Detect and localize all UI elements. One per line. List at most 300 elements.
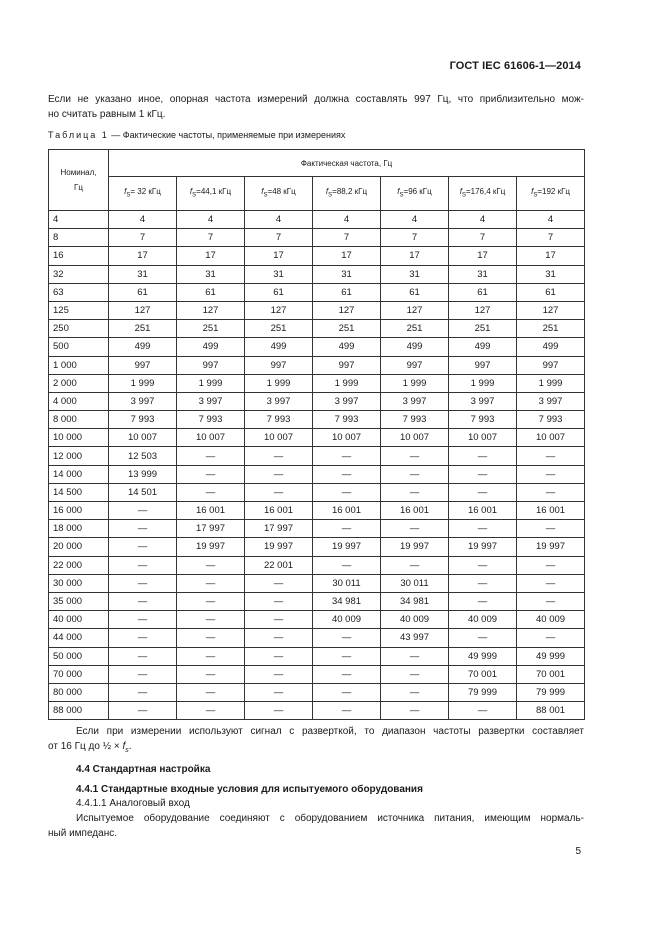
frequency-cell: —: [245, 702, 313, 720]
frequency-cell: 61: [381, 283, 449, 301]
frequency-cell: —: [517, 465, 585, 483]
section-4-4-1-heading: 4.4.1 Стандартные входные условия для испытуемого оборудования: [76, 784, 423, 795]
fs-symbol: f: [397, 186, 400, 196]
frequency-cell: 19 997: [381, 538, 449, 556]
frequency-cell: 43 997: [381, 629, 449, 647]
table-row: [49, 665, 585, 683]
fs-subscript: S: [192, 192, 197, 199]
frequency-cell: 13 999: [109, 465, 177, 483]
frequency-cell: —: [177, 447, 245, 465]
frequency-cell: 499: [109, 338, 177, 356]
sample-rate-value: =88,2 кГц: [332, 186, 368, 196]
frequency-cell: —: [313, 629, 381, 647]
fs-subscript: S: [328, 192, 333, 199]
fs-symbol: f: [189, 186, 193, 196]
frequency-cell: —: [109, 592, 177, 610]
table-row: [49, 211, 585, 229]
frequency-cell: 251: [313, 320, 381, 338]
frequency-cell: 88 001: [517, 702, 585, 720]
frequency-cell: 10 007: [517, 429, 585, 447]
frequency-cell: —: [449, 465, 517, 483]
frequency-cell: 31: [177, 265, 245, 283]
sweep-line-1: Если при измерении используют сигнал с разверткой, то диапазон частоты развертки составляет: [76, 726, 584, 737]
frequency-cell: 17: [245, 247, 313, 265]
table-row: [49, 502, 585, 520]
frequency-cell: —: [381, 465, 449, 483]
table-row: [49, 429, 585, 447]
frequency-cell: 17 997: [245, 520, 313, 538]
frequency-cell: 7 993: [313, 411, 381, 429]
frequency-cell: 34 981: [381, 592, 449, 610]
nominal-cell: 44 000: [49, 629, 109, 647]
frequency-cell: —: [517, 520, 585, 538]
frequency-cell: 251: [109, 320, 177, 338]
table-row: [49, 301, 585, 319]
frequency-cell: —: [449, 447, 517, 465]
frequency-cell: —: [109, 611, 177, 629]
frequency-cell: —: [109, 629, 177, 647]
frequency-cell: 251: [177, 320, 245, 338]
frequency-cell: 4: [245, 211, 313, 229]
frequency-cell: 79 999: [517, 683, 585, 701]
frequency-cell: —: [449, 702, 517, 720]
frequency-cell: 70 001: [449, 665, 517, 683]
frequency-cell: 40 009: [449, 611, 517, 629]
frequency-cell: —: [109, 538, 177, 556]
frequency-cell: 16 001: [517, 502, 585, 520]
fs-subscript: S: [399, 192, 404, 199]
frequency-cell: 997: [517, 356, 585, 374]
frequency-cell: —: [109, 520, 177, 538]
frequency-cell: 10 007: [245, 429, 313, 447]
frequency-cell: 31: [313, 265, 381, 283]
fs-subscript: S: [126, 192, 131, 199]
intro-line-2: но считать равным 1 кГц.: [48, 109, 166, 120]
frequency-cell: 17: [381, 247, 449, 265]
frequency-cell: —: [313, 683, 381, 701]
frequency-cell: 4: [177, 211, 245, 229]
frequency-cell: —: [245, 483, 313, 501]
table-row: [49, 465, 585, 483]
frequency-cell: —: [517, 447, 585, 465]
table-row: [49, 629, 585, 647]
frequency-table: [48, 149, 585, 720]
nominal-cell: 14 500: [49, 483, 109, 501]
table-row: [49, 556, 585, 574]
frequency-cell: —: [517, 556, 585, 574]
intro-line-1: Если не указано иное, опорная частота измерений должна составлять 997 Гц, что приблизительно мож-: [48, 94, 584, 105]
fs-subscript: S: [461, 192, 466, 199]
fs-symbol: f: [325, 186, 329, 196]
sample-rate-value: =96 кГц: [403, 186, 432, 196]
table-caption-text: — Фактические частоты, применяемые при измерениях: [108, 130, 346, 140]
frequency-cell: 17: [449, 247, 517, 265]
sweep-line-2: [48, 741, 132, 752]
frequency-cell: 1 999: [381, 374, 449, 392]
frequency-cell: 49 999: [449, 647, 517, 665]
frequency-cell: 12 503: [109, 447, 177, 465]
frequency-cell: 19 997: [245, 538, 313, 556]
frequency-cell: 61: [313, 283, 381, 301]
frequency-cell: 10 007: [109, 429, 177, 447]
frequency-cell: —: [177, 611, 245, 629]
frequency-cell: —: [177, 465, 245, 483]
table-row: [49, 247, 585, 265]
frequency-cell: 16 001: [449, 502, 517, 520]
table-row: [49, 229, 585, 247]
sample-rate-header: [245, 177, 313, 211]
frequency-cell: 499: [517, 338, 585, 356]
frequency-cell: 16 001: [381, 502, 449, 520]
nominal-cell: 63: [49, 283, 109, 301]
frequency-cell: 19 997: [449, 538, 517, 556]
frequency-cell: —: [109, 574, 177, 592]
frequency-cell: 997: [109, 356, 177, 374]
frequency-cell: 7 993: [245, 411, 313, 429]
frequency-cell: 7: [109, 229, 177, 247]
table-row: [49, 338, 585, 356]
frequency-cell: 61: [109, 283, 177, 301]
frequency-cell: 7: [313, 229, 381, 247]
frequency-cell: —: [449, 520, 517, 538]
frequency-cell: 61: [449, 283, 517, 301]
table-row: [49, 592, 585, 610]
frequency-cell: —: [109, 556, 177, 574]
frequency-cell: 79 999: [449, 683, 517, 701]
frequency-cell: 997: [245, 356, 313, 374]
frequency-cell: —: [313, 447, 381, 465]
frequency-cell: 3 997: [177, 392, 245, 410]
frequency-cell: —: [177, 556, 245, 574]
sample-rate-header: [517, 177, 585, 211]
frequency-cell: 7 993: [381, 411, 449, 429]
sample-rate-value: =48 кГц: [267, 186, 296, 196]
frequency-cell: —: [517, 592, 585, 610]
sample-rate-value: =44,1 кГц: [196, 186, 232, 196]
frequency-cell: 7: [245, 229, 313, 247]
nominal-header-line-2: Гц: [74, 183, 83, 192]
sweep-line-2-prefix: от 16 Гц до: [48, 741, 103, 752]
sample-rate-value: = 32 кГц: [130, 186, 161, 196]
table-row: [49, 374, 585, 392]
frequency-cell: —: [449, 592, 517, 610]
fs-subscript: S: [263, 192, 268, 199]
sample-rate-header: [109, 177, 177, 211]
frequency-cell: —: [449, 629, 517, 647]
frequency-cell: 499: [313, 338, 381, 356]
frequency-cell: —: [245, 683, 313, 701]
half-fraction: ½: [102, 741, 112, 752]
frequency-cell: —: [381, 665, 449, 683]
nominal-cell: 18 000: [49, 520, 109, 538]
sweep-line-2-end: .: [128, 741, 132, 752]
frequency-cell: 31: [449, 265, 517, 283]
frequency-cell: —: [245, 447, 313, 465]
frequency-cell: —: [177, 665, 245, 683]
frequency-cell: 127: [517, 301, 585, 319]
fs-symbol: f: [459, 186, 462, 196]
frequency-cell: 3 997: [517, 392, 585, 410]
frequency-cell: 19 997: [517, 538, 585, 556]
table-caption-label: Таблица 1: [48, 130, 109, 140]
frequency-cell: 997: [177, 356, 245, 374]
nominal-cell: 250: [49, 320, 109, 338]
nominal-cell: 12 000: [49, 447, 109, 465]
frequency-cell: —: [177, 647, 245, 665]
frequency-cell: —: [109, 683, 177, 701]
frequency-cell: 1 999: [245, 374, 313, 392]
nominal-cell: 8 000: [49, 411, 109, 429]
table-row: [49, 447, 585, 465]
nominal-cell: 500: [49, 338, 109, 356]
frequency-cell: 70 001: [517, 665, 585, 683]
frequency-cell: 251: [245, 320, 313, 338]
frequency-cell: 10 007: [381, 429, 449, 447]
frequency-cell: 17 997: [177, 520, 245, 538]
sample-rate-value: =176,4 кГц: [465, 186, 506, 196]
frequency-cell: —: [109, 665, 177, 683]
sample-rate-header: [313, 177, 381, 211]
table-row: [49, 647, 585, 665]
intro-paragraph: [48, 92, 584, 122]
frequency-cell: 3 997: [449, 392, 517, 410]
sample-rate-value: =192 кГц: [537, 186, 570, 196]
frequency-cell: 251: [381, 320, 449, 338]
table-row: [49, 538, 585, 556]
nominal-cell: 2 000: [49, 374, 109, 392]
nominal-cell: 125: [49, 301, 109, 319]
frequency-cell: 19 997: [177, 538, 245, 556]
frequency-cell: —: [381, 483, 449, 501]
frequency-cell: 19 997: [313, 538, 381, 556]
table-row: [49, 683, 585, 701]
nominal-cell: 16: [49, 247, 109, 265]
frequency-cell: 3 997: [109, 392, 177, 410]
frequency-cell: 49 999: [517, 647, 585, 665]
frequency-cell: —: [381, 702, 449, 720]
nominal-cell: 35 000: [49, 592, 109, 610]
nominal-cell: 8: [49, 229, 109, 247]
frequency-cell: —: [381, 520, 449, 538]
nominal-header-line-1: Номинал,: [60, 168, 97, 177]
frequency-cell: 30 011: [313, 574, 381, 592]
frequency-cell: 61: [245, 283, 313, 301]
frequency-cell: 17: [517, 247, 585, 265]
frequency-cell: 61: [177, 283, 245, 301]
frequency-cell: 127: [313, 301, 381, 319]
fs-subscript: S: [533, 192, 538, 199]
table-row: [49, 320, 585, 338]
table-row: [49, 265, 585, 283]
frequency-cell: 3 997: [245, 392, 313, 410]
frequency-cell: 16 001: [313, 502, 381, 520]
nominal-cell: 22 000: [49, 556, 109, 574]
frequency-cell: 17: [109, 247, 177, 265]
sweep-paragraph: [48, 724, 584, 758]
frequency-cell: 499: [381, 338, 449, 356]
table-row: [49, 520, 585, 538]
frequency-cell: —: [177, 483, 245, 501]
nominal-cell: 80 000: [49, 683, 109, 701]
frequency-cell: —: [177, 629, 245, 647]
frequency-cell: 1 999: [109, 374, 177, 392]
frequency-cell: 4: [313, 211, 381, 229]
frequency-cell: 34 981: [313, 592, 381, 610]
frequency-cell: —: [313, 520, 381, 538]
times-sign: ×: [111, 741, 123, 752]
fs-symbol: f: [122, 741, 126, 752]
frequency-cell: 997: [449, 356, 517, 374]
frequency-cell: —: [313, 665, 381, 683]
frequency-cell: 499: [177, 338, 245, 356]
frequency-cell: —: [381, 647, 449, 665]
frequency-cell: 7: [177, 229, 245, 247]
nominal-cell: 88 000: [49, 702, 109, 720]
frequency-cell: —: [381, 683, 449, 701]
frequency-cell: 7 993: [449, 411, 517, 429]
nominal-cell: 32: [49, 265, 109, 283]
frequency-cell: —: [313, 465, 381, 483]
table-row: [49, 483, 585, 501]
table-row: [49, 392, 585, 410]
equipment-paragraph: [48, 811, 584, 841]
frequency-cell: —: [245, 574, 313, 592]
frequency-cell: 16 001: [177, 502, 245, 520]
frequency-cell: 4: [381, 211, 449, 229]
frequency-cell: —: [313, 483, 381, 501]
frequency-cell: 7: [449, 229, 517, 247]
frequency-cell: —: [177, 592, 245, 610]
nominal-cell: 20 000: [49, 538, 109, 556]
nominal-cell: 70 000: [49, 665, 109, 683]
frequency-cell: 31: [381, 265, 449, 283]
frequency-cell: 31: [517, 265, 585, 283]
frequency-cell: —: [245, 592, 313, 610]
frequency-cell: 10 007: [313, 429, 381, 447]
frequency-cell: —: [449, 574, 517, 592]
frequency-cell: 10 007: [449, 429, 517, 447]
frequency-cell: 14 501: [109, 483, 177, 501]
frequency-cell: 1 999: [449, 374, 517, 392]
frequency-cell: —: [177, 702, 245, 720]
frequency-cell: 3 997: [381, 392, 449, 410]
frequency-cell: 127: [449, 301, 517, 319]
frequency-cell: —: [313, 556, 381, 574]
sample-rate-header: [381, 177, 449, 211]
frequency-cell: —: [313, 647, 381, 665]
frequency-cell: —: [245, 611, 313, 629]
nominal-cell: 30 000: [49, 574, 109, 592]
table-row: [49, 356, 585, 374]
actual-frequency-header: Фактическая частота, Гц: [109, 150, 585, 177]
frequency-table-body: [49, 211, 585, 720]
frequency-cell: —: [381, 556, 449, 574]
frequency-cell: —: [245, 629, 313, 647]
frequency-cell: 127: [245, 301, 313, 319]
fs-subscript: s: [125, 747, 129, 754]
frequency-cell: —: [177, 574, 245, 592]
nominal-cell: 14 000: [49, 465, 109, 483]
frequency-cell: 7 993: [177, 411, 245, 429]
frequency-cell: 31: [245, 265, 313, 283]
nominal-cell: 40 000: [49, 611, 109, 629]
frequency-cell: 997: [381, 356, 449, 374]
table-row: [49, 574, 585, 592]
frequency-cell: —: [245, 647, 313, 665]
frequency-cell: —: [449, 483, 517, 501]
table-caption: [48, 130, 345, 140]
frequency-cell: 7 993: [517, 411, 585, 429]
fs-symbol: f: [531, 186, 534, 196]
equipment-line-1: Испытуемое оборудование соединяют с оборудованием источника питания, имеющим нормаль-: [76, 813, 584, 824]
nominal-cell: 1 000: [49, 356, 109, 374]
equipment-line-2: ный импеданс.: [48, 828, 117, 839]
frequency-cell: 1 999: [313, 374, 381, 392]
frequency-cell: 499: [245, 338, 313, 356]
document-header: ГОСТ IEC 61606-1—2014: [449, 60, 581, 72]
sample-rate-header-row: [49, 177, 585, 211]
table-row: [49, 411, 585, 429]
frequency-cell: 16 001: [245, 502, 313, 520]
frequency-cell: 4: [109, 211, 177, 229]
section-4-4-1-1-heading: 4.4.1.1 Аналоговый вход: [76, 798, 190, 809]
frequency-cell: 10 007: [177, 429, 245, 447]
frequency-cell: 61: [517, 283, 585, 301]
frequency-cell: 40 009: [517, 611, 585, 629]
frequency-cell: 22 001: [245, 556, 313, 574]
frequency-cell: —: [245, 465, 313, 483]
frequency-cell: —: [313, 702, 381, 720]
frequency-cell: 17: [313, 247, 381, 265]
frequency-cell: —: [109, 647, 177, 665]
nominal-cell: 50 000: [49, 647, 109, 665]
frequency-cell: 3 997: [313, 392, 381, 410]
frequency-cell: 127: [177, 301, 245, 319]
frequency-cell: 251: [517, 320, 585, 338]
table-row: [49, 611, 585, 629]
sample-rate-header: [449, 177, 517, 211]
frequency-cell: 1 999: [177, 374, 245, 392]
frequency-cell: —: [245, 665, 313, 683]
frequency-cell: 1 999: [517, 374, 585, 392]
sample-rate-header: [177, 177, 245, 211]
frequency-cell: 7: [517, 229, 585, 247]
table-row: [49, 702, 585, 720]
frequency-cell: 997: [313, 356, 381, 374]
frequency-cell: —: [109, 502, 177, 520]
fs-symbol: f: [124, 186, 127, 196]
frequency-cell: 31: [109, 265, 177, 283]
frequency-cell: —: [517, 483, 585, 501]
frequency-cell: —: [449, 556, 517, 574]
nominal-cell: 10 000: [49, 429, 109, 447]
frequency-cell: 30 011: [381, 574, 449, 592]
frequency-cell: 40 009: [381, 611, 449, 629]
table-row: [49, 283, 585, 301]
page-number: 5: [575, 846, 581, 857]
frequency-cell: 499: [449, 338, 517, 356]
frequency-cell: —: [177, 683, 245, 701]
frequency-cell: 4: [517, 211, 585, 229]
nominal-header: [49, 150, 109, 211]
frequency-cell: 7 993: [109, 411, 177, 429]
frequency-cell: 7: [381, 229, 449, 247]
frequency-cell: —: [517, 629, 585, 647]
nominal-cell: 4: [49, 211, 109, 229]
frequency-cell: 4: [449, 211, 517, 229]
frequency-cell: —: [381, 447, 449, 465]
nominal-cell: 16 000: [49, 502, 109, 520]
